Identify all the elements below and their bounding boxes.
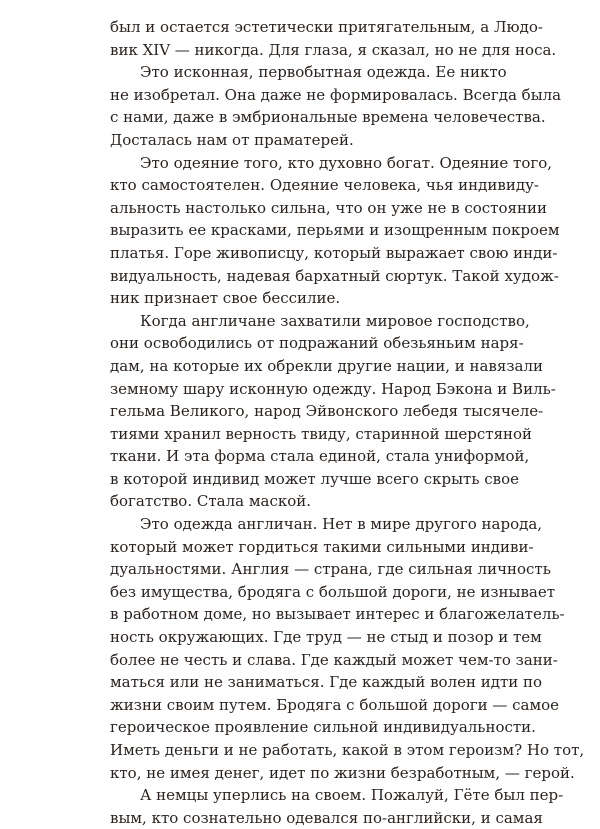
text-line: платья. Горе живописцу, который выражает свою инди- [110,243,558,262]
text-line: гельма Великого, народ Эйвонского лебедя тысячеле- [110,402,544,421]
text-line: Досталась нам от праматерей. [110,130,354,149]
text-line: земному шару исконную одежду. Народ Бэкона и Виль- [110,379,556,398]
text-line: А немцы уперлись на своем. Пожалуй, Гёте был пер- [140,786,564,805]
text-line: без имущества, бродяга с большой дороги, не изнывает [110,582,556,601]
paragraph [110,61,562,151]
paragraph [110,310,556,513]
text-line: в которой индивид может лучше всего скрыть свое [110,469,520,488]
text-line: с нами, даже в эмбриональные времена человечества. [110,108,546,127]
text-line: Это исконная, первобытная одежда. Ее никто [140,63,507,82]
paragraph [110,152,560,310]
text-line: ткани. И эта форма стала единой, стала униформой, [110,447,530,466]
text-line: в работном доме, но вызывает интерес и благожелатель- [110,605,565,624]
text-line: кто, не имея денег, идет по жизни безработным, — герой. [110,763,575,782]
text-line: ность окружающих. Где труд — не стыд и позор и тем [110,628,542,647]
text-line: богатство. Стала маской. [110,492,312,511]
paragraph [110,513,585,784]
text-line: который может гордиться такими сильными индиви- [110,537,534,556]
paragraph [110,784,564,829]
text-line: более не честь и слава. Где каждый может чем-то зани- [110,650,558,669]
text-line: вик XIV — никогда. Для глаза, я сказал, но не для носа. [110,40,557,59]
text-line: дам, на которые их обрекли другие нации, и навязали [110,356,543,375]
text-line: героическое проявление сильной индивидуальности. [110,718,536,737]
text-line: видуальность, надевая бархатный сюртук. Такой худож- [110,266,559,285]
text-line: они освободились от подражаний обезьяньим наря- [110,334,524,353]
text-line: альность настолько сильна, что он уже не в состоянии [110,198,547,217]
text-line: не изобретал. Она даже не формировалась. Всегда была [110,85,562,104]
text-line: маться или не заниматься. Где каждый волен идти по [110,673,543,692]
text-line: тиями хранил верность твиду, старинной шерстяной [110,424,533,443]
text-line: ник признает свое бессилие. [110,289,341,308]
paragraph [110,16,557,61]
text-line: Это одежда англичан. Нет в мире другого народа, [140,515,543,534]
text-line: жизни своим путем. Бродяга с большой дороги — самое [110,695,560,714]
text-line: Иметь деньги и не работать, какой в этом героизм? Но тот, [110,741,585,759]
text-line: Когда англичане захватили мировое господство, [140,311,530,330]
text-line: вым, кто сознательно одевался по-английски, и самая [110,808,543,827]
text-line: Это одеяние того, кто духовно богат. Одеяние того, [140,153,553,172]
text-line: был и остается эстетически притягательным, а Людо- [110,18,543,36]
text-line: дуальностями. Англия — страна, где сильная личность [110,560,551,579]
text-line: кто самостоятелен. Одеяние человека, чья индивиду- [110,176,539,195]
body-text [110,16,585,829]
text-line: выразить ее красками, перьями и изощренным покроем [110,221,560,240]
